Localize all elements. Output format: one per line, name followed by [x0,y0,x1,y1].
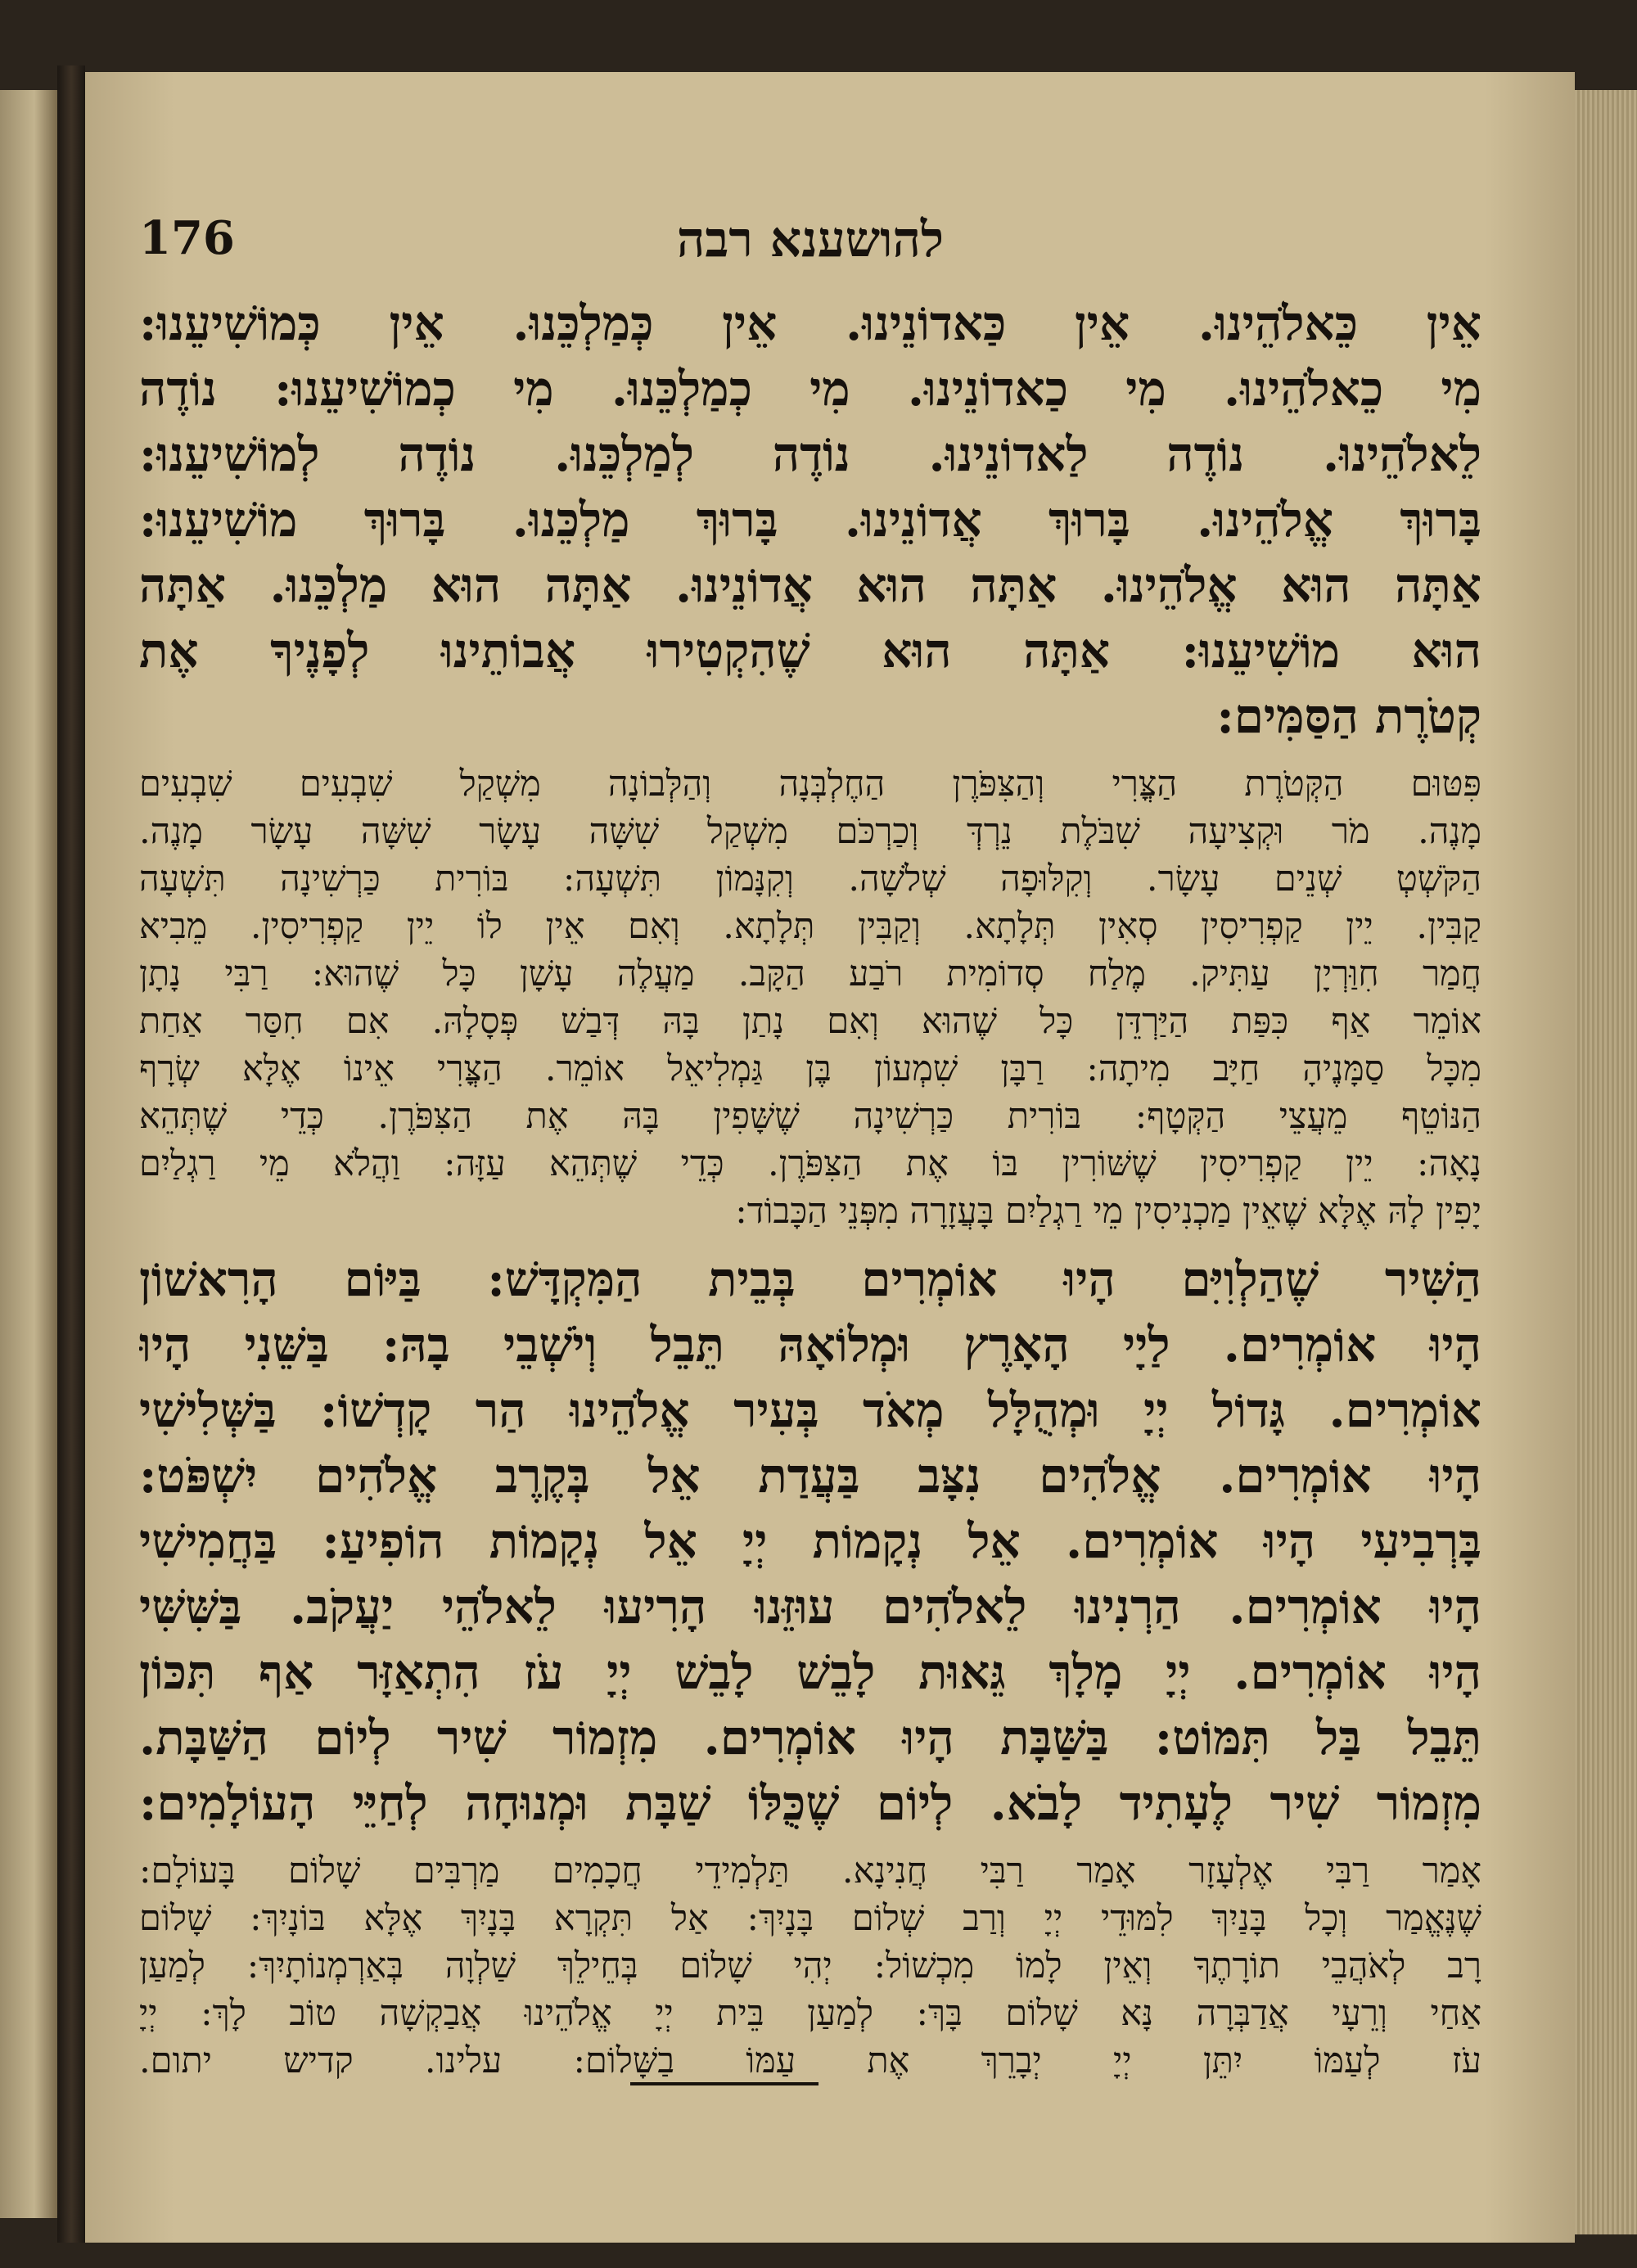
text-line: מִזְמוֹר שִׁיר לֶעָתִיד לָבֹא. לְיוֹם שֶׁכֻּלּוֹ שַׁבָּת וּמְנוּחָה לְחַיֵּי הָעוֹלָמִים: [139,1775,1481,1831]
text-line: רָב לְאֹהֲבֵי תוֹרָתֶךָ וְאֵין לָמוֹ מִכְשׁוֹל: יְהִי שָׁלוֹם בְּחֵילֵךְ שַׁלְוָה בְּאַרְמְנוֹתָיִךְ: לְמַעַן [139,1946,1481,1986]
page-number: 176 [139,211,235,265]
text-line: עֹז לְעַמּוֹ יִתֵּן יְיָ יְבָרֵךְ אֶת עַמּוֹ בַשָּׁלוֹם: עלינו. קדיש יתום. [139,2040,1481,2081]
running-title: להושענא רבה [676,211,945,268]
text-line: מָנֶה. מֹר וּקְצִיעָה שִׁבֹּלֶת נֵרְדְּ וְכַרְכֹּם מִשְׁקַל שִׁשָּׁה עָשָׂר שִׁשָּׁה עָשָׂר מָנֶה. [139,811,1481,852]
text-line: הַנּוֹטֵף מֵעֲצֵי הַקְּטָף: בּוֹרִית כַּרְשִׁינָה שֶׁשָּׁפִין בָּהּ אֶת הַצִּפֹּרֶן. כְּדֵי שֶׁתְּהֵא [139,1096,1481,1137]
text-line: מִכָּל סַמָּנֶיהָ חַיָּב מִיתָה: רַבָּן שִׁמְעוֹן בֶּן גַּמְלִיאֵל אוֹמֵר. הַצֳּרִי אֵינוֹ אֶלָּא שְׂרָף [139,1048,1481,1089]
text-line: הָיוּ אוֹמְרִים. אֱלֹהִים נִצָּב בַּעֲדַת אֵל בְּקֶרֶב אֱלֹהִים יִשְׁפֹּט: [139,1448,1481,1504]
text-line: תֵּבֵל בַּל תִּמּוֹט: בַּשַּׁבָּת הָיוּ אוֹמְרִים. מִזְמוֹר שִׁיר לְיוֹם הַשַּׁבָּת. [139,1710,1481,1765]
text-line: נָאָה: יֵין קַפְרִיסִין שֶׁשּׁוֹרִין בּוֹ אֶת הַצִּפֹּרֶן. כְּדֵי שֶׁתְּהֵא עַזָּה: וַהֲלֹא מֵי רַגְלַיִם [139,1143,1481,1184]
text-line: הָיוּ אוֹמְרִים. הַרְנִינוּ לֵאלֹהִים עוּזֵּנוּ הָרִיעוּ לֵאלֹהֵי יַעֲקֹב. בַּשִּׁשִּׁי [139,1579,1481,1634]
text-line: אָמַר רַבִּי אֶלְעָזָר אָמַר רַבִּי חֲנִינָא. תַּלְמִידֵי חֲכָמִים מַרְבִּים שָׁלוֹם בָּעוֹלָם: [139,1851,1481,1892]
text-line: הָיוּ אוֹמְרִים. לַיָי הָאָרֶץ וּמְלוֹאָהּ תֵּבֵל וְיֹשְׁבֵי בָהּ: בַּשֵּׁנִי הָיוּ [139,1317,1481,1373]
text-line: קְטֹרֶת הַסַּמִּים: [1216,688,1481,744]
text-line: פִּטּוּם הַקְּטֹרֶת הַצֳּרִי וְהַצִּפֹּרֶן הַחֶלְבְּנָה וְהַלְּבוֹנָה מִשְׁקַל שִׁבְעִים שִׁבְעִים [139,764,1481,805]
text-line: הַקֹּשְׁטְ שְׁנֵים עָשָׂר. וְקִלּוּפָה שְׁלֹשָׁה. וְקִנָּמוֹן תִּשְׁעָה: בּוֹרִית כַּרְשִׁינָה תִּשְׁעָה [139,859,1481,900]
text-line: בָּרְבִיעִי הָיוּ אוֹמְרִים. אֵל נְקָמוֹת יְיָ אֵל נְקָמוֹת הוֹפִיעַ: בַּחֲמִישִׁי [139,1513,1481,1569]
page-body [139,291,1481,2085]
page-stack-edge [1575,90,1637,2234]
page-header [139,211,1481,285]
ein-keloheinu-paragraph [139,291,1481,749]
book-spine [57,65,85,2243]
pitum-haketoret-paragraph [139,760,1481,1235]
text-line: אוֹמֵר אַף כִּפַּת הַיַּרְדֵּן כָּל שֶׁהוּא וְאִם נָתַן בָּהּ דְּבַשׁ פְּסָלָהּ. אִם חִסַּר אַחַת [139,1001,1481,1042]
shir-shel-yom-paragraph [139,1247,1481,1836]
text-line: אֵין כֵּאלֹהֵינוּ. אֵין כַּאדוֹנֵינוּ. אֵין כְּמַלְכֵּנוּ. אֵין כְּמוֹשִׁיעֵנוּ: [139,295,1481,351]
text-line: מִי כֵאלֹהֵינוּ. מִי כַאדוֹנֵינוּ. מִי כְמַלְכֵּנוּ. מִי כְמוֹשִׁיעֵנוּ: נוֹדֶה [139,361,1481,417]
text-line: לֵאלֹהֵינוּ. נוֹדֶה לַאדוֹנֵינוּ. נוֹדֶה לְמַלְכֵּנוּ. נוֹדֶה לְמוֹשִׁיעֵנוּ: [139,426,1481,482]
text-line: הוּא מוֹשִׁיעֵנוּ: אַתָּה הוּא שֶׁהִקְטִירוּ אֲבוֹתֵינוּ לְפָנֶיךָ אֶת [139,623,1481,679]
text-line: חֲמַר חִוַּרְיָן עַתִּיק. מֶלַח סְדוֹמִית רֹבַע הַקָּב. מַעֲלֶה עָשָׁן כָּל שֶׁהוּא: רַבִּי נָתָן [139,954,1481,994]
amar-rabbi-elazar-paragraph [139,1847,1481,2085]
closing-rule [630,2082,818,2085]
text-line: בָּרוּךְ אֱלֹהֵינוּ. בָּרוּךְ אֲדוֹנֵינוּ. בָּרוּךְ מַלְכֵּנוּ. בָּרוּךְ מוֹשִׁיעֵנוּ: [139,492,1481,548]
text-line: הָיוּ אוֹמְרִים. יְיָ מָלָךְ גֵּאוּת לָבֵשׁ לָבֵשׁ יְיָ עֹז הִתְאַזָּר אַף תִּכּוֹן [139,1644,1481,1700]
text-line: יָפִין לָהּ אֶלָּא שֶׁאֵין מַכְנִיסִין מֵי רַגְלַיִם בָּעֲזָרָה מִפְּנֵי הַכָּבוֹד: [735,1191,1481,1232]
text-line: שֶׁנֶּאֱמַר וְכָל בָּנַיִךְ לִמּוּדֵי יְיָ וְרַב שְׁלוֹם בָּנָיִךְ: אַל תִּקְרָא בָּנָיִךְ אֶלָּא בּוֹנָיִךְ: שָׁלוֹם [139,1898,1481,1939]
text-line: קַבִּין. יֵין קַפְרִיסִין סְאִין תְּלָתָא. וְקַבִּין תְּלָתָא. וְאִם אֵין לוֹ יֵין קַפְרִיסִין. מֵבִיא [139,906,1481,947]
left-page-edge [0,90,57,2218]
text-line: אַתָּה הוּא אֱלֹהֵינוּ. אַתָּה הוּא אֲדוֹנֵינוּ. אַתָּה הוּא מַלְכֵּנוּ. אַתָּה [139,557,1481,613]
text-line: הַשִּׁיר שֶׁהַלְוִיִּם הָיוּ אוֹמְרִים בְּבֵית הַמִּקְדָּשׁ: בַּיּוֹם הָרִאשׁוֹן [139,1251,1481,1307]
text-line: אוֹמְרִים. גָּדוֹל יְיָ וּמְהֻלָּל מְאֹד בְּעִיר אֱלֹהֵינוּ הַר קָדְשׁוֹ: בַּשְּׁלִישִׁי [139,1382,1481,1438]
text-line: אַחַי וְרֵעָי אֲדַבְּרָה נָּא שָׁלוֹם בָּךְ: לְמַעַן בֵּית יְיָ אֱלֹהֵינוּ אֲבַקְשָׁה טוֹב לָךְ: יְיָ [139,1993,1481,2034]
